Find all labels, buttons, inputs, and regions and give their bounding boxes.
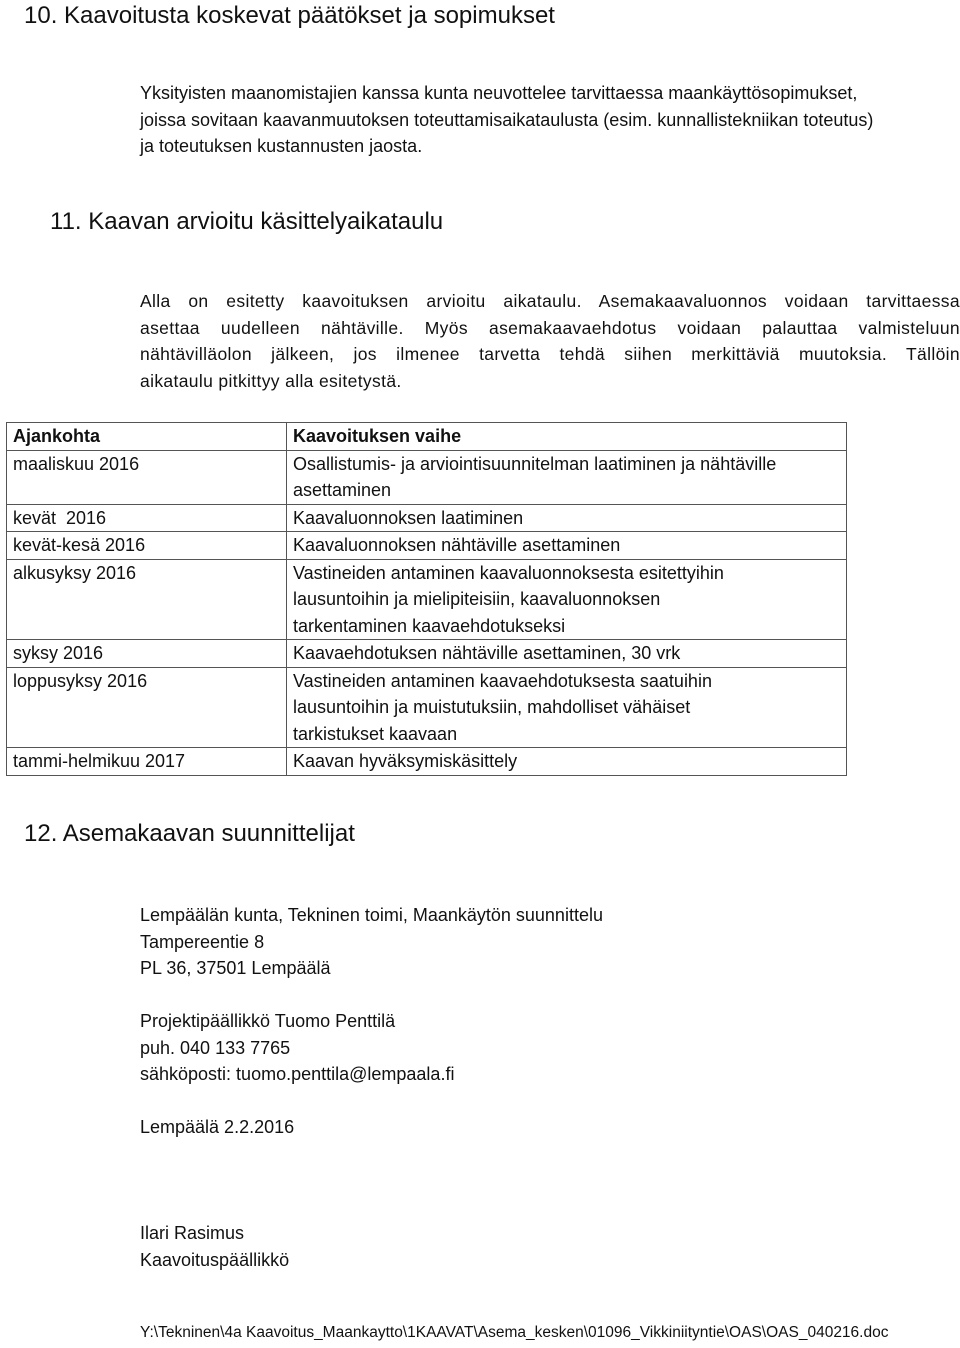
section-11-heading: 11. Kaavan arvioitu käsittelyaikataulu bbox=[50, 208, 444, 235]
phase-cell bbox=[287, 504, 847, 532]
time-cell: maaliskuu 2016 bbox=[7, 450, 287, 504]
phase-line: lausuntoihin ja muistutuksiin, mahdolliset vähäiset bbox=[293, 697, 691, 717]
time-cell: syksy 2016 bbox=[7, 640, 287, 668]
paragraph-line: nähtävilläolon jälkeen, jos ilmenee tarvetta tehdä siihen merkittäviä muutoksia. Tällöin bbox=[140, 344, 960, 364]
section-11-paragraph bbox=[140, 288, 960, 394]
phase-line: tarkistukset kaavaan bbox=[293, 723, 458, 744]
phase-cell bbox=[287, 748, 847, 776]
time-cell: loppusyksy 2016 bbox=[7, 667, 287, 748]
phase-cell bbox=[287, 450, 847, 504]
table-row bbox=[7, 667, 847, 748]
section-10-paragraph bbox=[140, 80, 940, 160]
paragraph-line: joissa sovitaan kaavanmuutoksen toteuttamisaikataulusta (esim. kunnallistekniikan toteutus) bbox=[140, 109, 874, 130]
phase-cell bbox=[287, 667, 847, 748]
time-cell: kevät 2016 bbox=[7, 504, 287, 532]
street-address: Tampereentie 8 bbox=[140, 931, 265, 952]
phase-line: Kaavaluonnoksen laatiminen bbox=[293, 507, 524, 528]
table-row bbox=[7, 640, 847, 668]
paragraph-line: asettaa uudelleen nähtäville. Myös asemakaavaehdotus voidaan palauttaa valmisteluun bbox=[140, 317, 960, 338]
phase-line: tarkentaminen kaavaehdotukseksi bbox=[293, 615, 566, 636]
phase-cell bbox=[287, 532, 847, 560]
phase-line: Vastineiden antaminen kaavaehdotuksesta saatuihin bbox=[293, 670, 712, 691]
schedule-table bbox=[6, 422, 847, 776]
table-row bbox=[7, 504, 847, 532]
table-header-row bbox=[7, 423, 847, 451]
table-row bbox=[7, 559, 847, 640]
phase-line: Kaavaehdotuksen nähtäville asettaminen, 30 vrk bbox=[293, 643, 681, 663]
phase-line: lausuntoihin ja mielipiteisiin, kaavaluonnoksen bbox=[293, 589, 661, 609]
paragraph-line: aikataulu pitkittyy alla esitetystä. bbox=[140, 370, 402, 391]
table-row bbox=[7, 450, 847, 504]
organization: Lempäälän kunta, Tekninen toimi, Maankäytön suunnittelu bbox=[140, 905, 603, 925]
email-address: sähköposti: tuomo.penttila@lempaala.fi bbox=[140, 1064, 455, 1084]
planner-contact-block bbox=[140, 902, 603, 1273]
place-and-date: Lempäälä 2.2.2016 bbox=[140, 1117, 295, 1137]
table-row bbox=[7, 532, 847, 560]
paragraph-line: Yksityisten maanomistajien kanssa kunta neuvottelee tarvittaessa maankäyttösopimukset, bbox=[140, 83, 858, 103]
phase-line: Osallistumis- ja arviointisuunnitelman laatiminen ja nähtäville bbox=[293, 453, 777, 474]
time-cell: tammi-helmikuu 2017 bbox=[7, 748, 287, 776]
paragraph-line: Alla on esitetty kaavoituksen arvioitu aikataulu. Asemakaavaluonnos voidaan tarvittaessa bbox=[140, 291, 960, 311]
section-10-heading: 10. Kaavoitusta koskevat päätökset ja sopimukset bbox=[24, 2, 555, 29]
document-file-path: Y:\Tekninen\4a Kaavoitus_Maankaytto\1KAAVAT\Asema_kesken\01096_Vikkiniityntie\OAS\OAS_040216.doc bbox=[140, 1324, 889, 1341]
contact-person: Projektipäällikkö Tuomo Penttilä bbox=[140, 1011, 396, 1031]
phase-line: Vastineiden antaminen kaavaluonnoksesta esitettyihin bbox=[293, 562, 724, 583]
column-header-time: Ajankohta bbox=[7, 423, 287, 451]
section-12-heading: 12. Asemakaavan suunnittelijat bbox=[24, 820, 355, 847]
signer-name: Ilari Rasimus bbox=[140, 1223, 245, 1243]
column-header-phase: Kaavoituksen vaihe bbox=[287, 423, 847, 451]
paragraph-line: ja toteutuksen kustannusten jaosta. bbox=[140, 136, 423, 156]
time-cell: alkusyksy 2016 bbox=[7, 559, 287, 640]
table-row bbox=[7, 748, 847, 776]
phase-cell bbox=[287, 640, 847, 668]
signer-title: Kaavoituspäällikkö bbox=[140, 1249, 290, 1270]
phase-line: Kaavaluonnoksen nähtäville asettaminen bbox=[293, 535, 621, 555]
time-cell: kevät-kesä 2016 bbox=[7, 532, 287, 560]
phase-line: Kaavan hyväksymiskäsittely bbox=[293, 751, 518, 771]
phase-line: asettaminen bbox=[293, 480, 392, 500]
postal-address: PL 36, 37501 Lempäälä bbox=[140, 958, 331, 978]
phone-number: puh. 040 133 7765 bbox=[140, 1037, 291, 1058]
phase-cell bbox=[287, 559, 847, 640]
